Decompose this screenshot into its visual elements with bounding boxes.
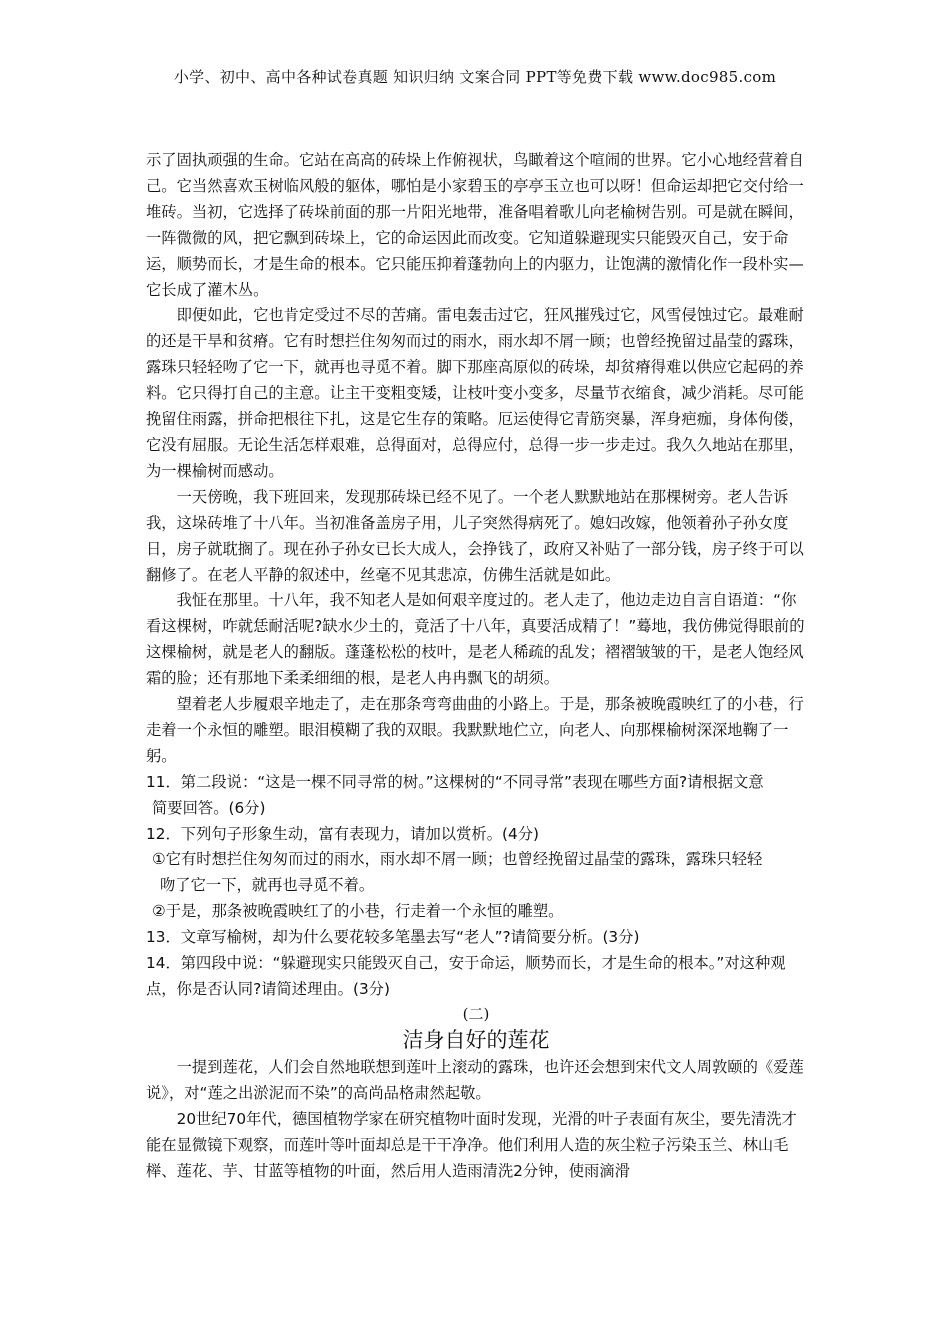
section-paragraph: 一提到莲花，人们会自然地联想到莲叶上滚动的露珠，也许还会想到宋代文人周敦颐的《爱莲说》，对“莲之出淤泥而不染”的高尚品格肃然起敬。 xyxy=(146,1057,804,1102)
question-13: 13．文章写榆树，却为什么要花较多笔墨去写“老人”?请简要分析。(3分) xyxy=(146,928,640,947)
question-11-cont: 简要回答。(6分) xyxy=(152,798,266,817)
passage-paragraph: 一天傍晚，我下班回来，发现那砖垛已经不见了。一个老人默默地站在那棵树旁。老人告诉我，这垛砖堆了十八年。当初准备盖房子用，儿子突然得病死了。媳妇改嫁，他领着孙子孙女度日，房子就耽搁了。现在孙子孙女已长大成人，会挣钱了，政府又补贴了一部分钱，房子终于可以翻修了。在老人平静的叙述中，丝毫不见其悲凉，仿佛生活就是如此。 xyxy=(146,487,804,584)
question-14: 14．第四段中说：“躲避现实只能毁灭自己，安于命运，顺势而长，才是生命的根本。”对这种观点，你是否认同?请简述理由。(3分) xyxy=(146,954,786,998)
question-12: 12．下列句子形象生动，富有表现力，请加以赏析。(4分) xyxy=(146,824,539,843)
section-paragraph: 20世纪70年代，德国植物学家在研究植物叶面时发现，光滑的叶子表面有灰尘，要先清洗才能在显微镜下观察，而莲叶等叶面却总是干干净净。他们利用人造的灰尘粒子污染玉兰、林山毛榉、莲花、芋、甘蓝等植物的叶面，然后用人造雨清洗2分钟，使雨滴滑 xyxy=(146,1109,797,1180)
passage-paragraph: 即便如此，它也肯定受过不尽的苦痛。雷电轰击过它，狂风摧残过它，风雪侵蚀过它。最难耐的还是干旱和贫瘠。它有时想拦住匆匆而过的雨水，雨水却不屑一顾；也曾经挽留过晶莹的露珠，露珠只轻轻吻了它一下，就再也寻觅不着。脚下那座高原似的砖垛，却贫瘠得难以供应它起码的养料。它只得打自己的主意。让主干变粗变矮，让枝叶变小变多，尽量节衣缩食，减少消耗。尽可能挽留住雨露，拼命把根往下扎，这是它生存的策略。厄运使得它青筋突暴，浑身疤痂，身体佝偻，它没有屈服。无论生活怎样艰难，总得面对，总得应付，总得一步一步走过。我久久地站在那里，为一棵榆树而感动。 xyxy=(146,306,804,480)
passage-paragraph: 我怔在那里。十八年，我不知老人是如何艰辛度过的。老人走了，他边走边自言自语道：“你看这棵树，咋就恁耐活呢?缺水少土的，竟活了十八年，真要活成精了！”蓦地，我仿佛觉得眼前的这棵榆树，就是老人的翻版。蓬蓬松松的枝叶，是老人稀疏的乱发；褶褶皱皱的干，是老人饱经风霜的脸；还有那地下柔柔细细的根，是老人冉冉飘飞的胡须。 xyxy=(146,591,805,688)
document-body xyxy=(146,148,806,1184)
section-title: 洁身自好的莲花 xyxy=(402,1027,550,1052)
question-11: 11．第二段说：“这是一棵不同寻常的树。”这棵树的“不同寻常”表现在哪些方面?请根据文意 xyxy=(146,772,764,791)
page-header: 小学、初中、高中各种试卷真题 知识归纳 文案合同 PPT等免费下载 www.doc985.com xyxy=(173,68,777,86)
question-12-item-1-cont: 吻了它一下，就再也寻觅不着。 xyxy=(160,876,375,895)
passage-paragraph: 示了固执顽强的生命。它站在高高的砖垛上作俯视状，鸟瞰着这个喧闹的世界。它小心地经营着自己。它当然喜欢玉树临风般的躯体，哪怕是小家碧玉的亭亭玉立也可以呀！但命运却把它交付给一堆砖。当初，它选择了砖垛前面的那一片阳光地带，准备唱着歌儿向老榆树告别。可是就在瞬间，一阵微微的风，把它飘到砖垛上，它的命运因此而改变。它知道躲避现实只能毁灭自己，安于命运，顺势而长，才是生命的根本。它只能压抑着蓬勃向上的内驱力，让饱满的激情化作一段朴实—它长成了灌木丛。 xyxy=(146,151,804,299)
section-number: (二) xyxy=(462,1004,490,1023)
question-12-item-1: ①它有时想拦住匆匆而过的雨水，雨水却不屑一顾；也曾经挽留过晶莹的露珠，露珠只轻轻 xyxy=(152,850,763,869)
passage-paragraph: 望着老人步履艰辛地走了，走在那条弯弯曲曲的小路上。于是，那条被晚霞映红了的小巷，行走着一个永恒的雕塑。眼泪模糊了我的双眼。我默默地伫立，向老人、向那棵榆树深深地鞠了一躬。 xyxy=(146,695,804,765)
question-12-item-2: ②于是，那条被晚霞映红了的小巷，行走着一个永恒的雕塑。 xyxy=(152,902,564,921)
